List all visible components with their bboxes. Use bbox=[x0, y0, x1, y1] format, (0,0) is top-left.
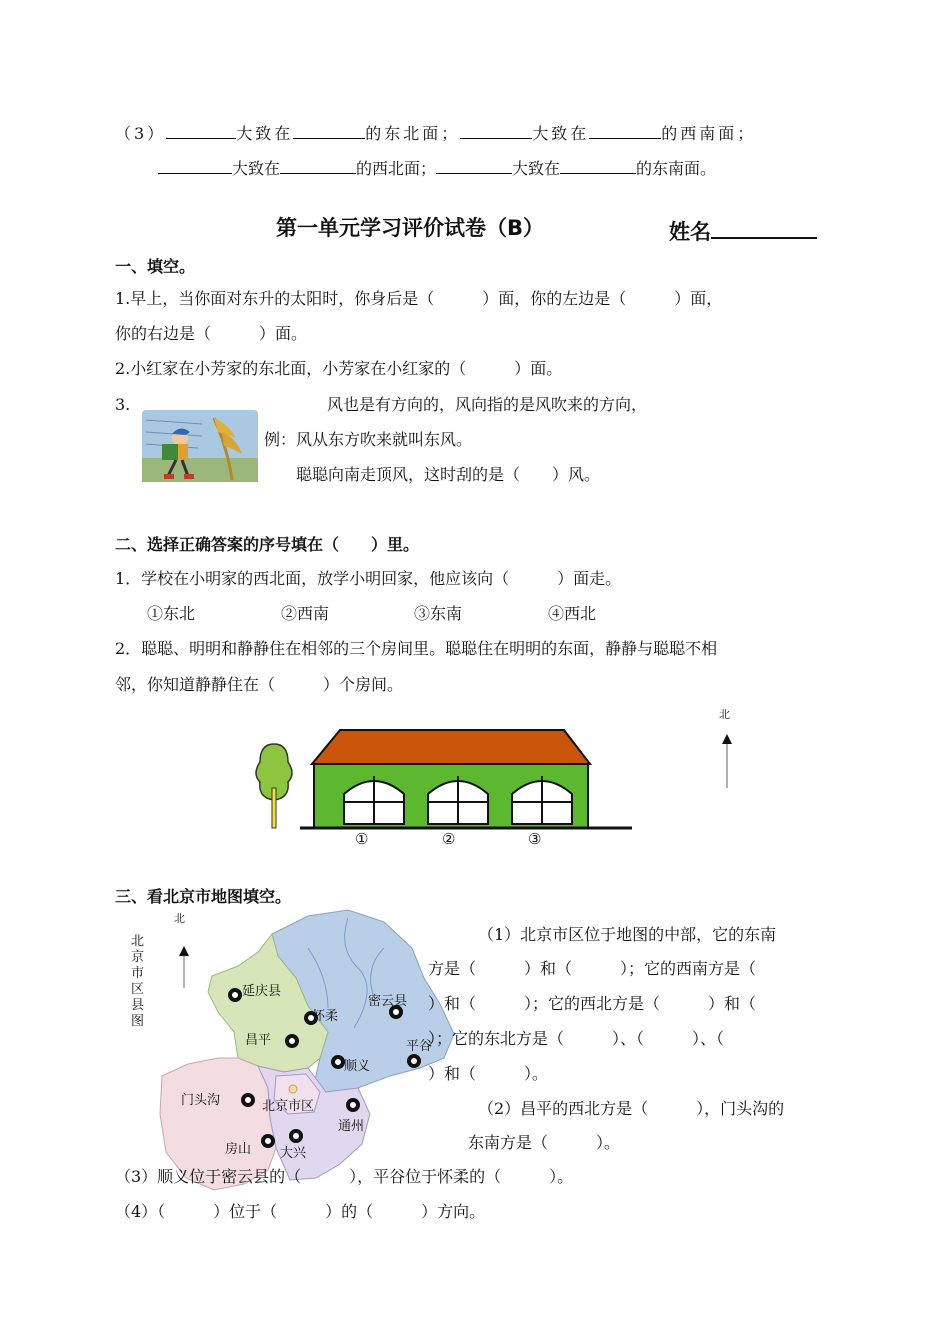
s1-q2: 2.小红家在小芳家的东北面，小芳家在小红家的（ ）面。 bbox=[115, 359, 563, 378]
map-place-yanqing: 延庆县 bbox=[242, 984, 282, 999]
s2-q1-option-2: ②西南 bbox=[281, 604, 330, 623]
blank[interactable] bbox=[158, 156, 232, 174]
blank[interactable] bbox=[589, 121, 661, 139]
blank[interactable] bbox=[460, 121, 532, 139]
map-place-changping: 昌平 bbox=[245, 1033, 272, 1048]
north-arrow-icon bbox=[720, 734, 734, 790]
map-place-shunyi: 顺义 bbox=[344, 1059, 371, 1074]
s3-q1-line4: ）；它的东北方是（ ）、（ ）、（ bbox=[428, 1029, 725, 1048]
s3-q2-line2: 东南方是（ ）。 bbox=[468, 1133, 621, 1152]
wind-illustration bbox=[142, 410, 258, 482]
s3-q4: （4）（ ）位于（ ）的（ ）方向。 bbox=[115, 1202, 486, 1221]
room-label-3: ③ bbox=[528, 830, 542, 848]
s2-q2-line2: 邻，你知道静静住在（ ）个房间。 bbox=[115, 675, 404, 694]
page-title: 第一单元学习评价试卷（B） bbox=[276, 216, 545, 240]
s3-q1-line1: （1）北京市区位于地图的中部，它的东南 bbox=[478, 925, 777, 944]
map-place-tongzhou: 通州 bbox=[338, 1119, 365, 1134]
section-1-heading: 一、填空。 bbox=[115, 257, 196, 276]
s1-q1-line2: 你的右边是（ ）面。 bbox=[115, 324, 308, 343]
map-place-pinggu: 平谷 bbox=[406, 1039, 433, 1054]
name-blank[interactable] bbox=[711, 217, 817, 239]
map-place-miyun: 密云县 bbox=[368, 994, 408, 1009]
room-label-2: ② bbox=[442, 830, 456, 848]
name-field: 姓名 bbox=[669, 217, 817, 243]
s1-q3-number: 3. bbox=[115, 395, 131, 414]
s2-q1-option-1: ①东北 bbox=[147, 604, 196, 623]
map-place-huairou: 怀柔 bbox=[312, 1009, 339, 1024]
blank[interactable] bbox=[293, 121, 365, 139]
s3-q1-line5: ）和（ ）。 bbox=[428, 1064, 549, 1083]
s1-q3-line3: 聪聪向南走顶风，这时刮的是（ ）风。 bbox=[296, 465, 601, 484]
map-title-vertical: 北 京 市 区 县 图 bbox=[131, 934, 145, 1029]
map-place-mentougou: 门头沟 bbox=[181, 1093, 221, 1108]
north-label: 北 bbox=[719, 708, 730, 721]
s3-q2-line1: （2）昌平的西北方是（ ），门头沟的 bbox=[478, 1099, 785, 1118]
s3-q1-line3: ）和（ ）；它的西北方是（ ）和（ bbox=[428, 994, 757, 1013]
s1-q3-line1: 风也是有方向的，风向指的是风吹来的方向， bbox=[327, 395, 648, 414]
section-3-heading: 三、看北京市地图填空。 bbox=[115, 887, 292, 906]
s2-q2-line1: 2．聪聪、明明和静静住在相邻的三个房间里。聪聪住在明明的东面，静静与聪聪不相 bbox=[115, 639, 718, 658]
blank[interactable] bbox=[166, 121, 236, 139]
room-label-1: ① bbox=[355, 830, 369, 848]
top-q3-line1: （3） 大致在 的东北面； 大致在 的西南面； bbox=[115, 121, 756, 145]
s1-q3-line2: 例：风从东方吹来就叫东风。 bbox=[264, 430, 473, 449]
s1-q1-line1: 1.早上，当你面对东升的太阳时，你身后是（ ）面，你的左边是（ ）面， bbox=[115, 289, 723, 308]
s3-q3: （3）顺义位于密云县的（ ），平谷位于怀柔的（ ）。 bbox=[115, 1167, 574, 1186]
s2-q1-option-3: ③东南 bbox=[414, 604, 463, 623]
map-place-daxing: 大兴 bbox=[280, 1146, 307, 1161]
blank[interactable] bbox=[280, 156, 356, 174]
s2-q1: 1．学校在小明家的西北面，放学小明回家，他应该向（ ）面走。 bbox=[115, 569, 622, 588]
s2-q1-option-4: ④西北 bbox=[548, 604, 597, 623]
blank[interactable] bbox=[560, 156, 636, 174]
map-place-fangshan: 房山 bbox=[225, 1142, 252, 1157]
map-north-label: 北 bbox=[174, 912, 185, 925]
blank[interactable] bbox=[436, 156, 512, 174]
house-diagram bbox=[248, 728, 634, 832]
section-2-heading: 二、选择正确答案的序号填在（ ）里。 bbox=[115, 535, 420, 554]
top-q3-line2: 大致在 的西北面； 大致在 的东南面。 bbox=[158, 156, 716, 180]
s3-q1-line2: 方是（ ）和（ ）；它的西南方是（ bbox=[428, 959, 757, 978]
map-place-beijing-city: 北京市区 bbox=[262, 1099, 315, 1114]
